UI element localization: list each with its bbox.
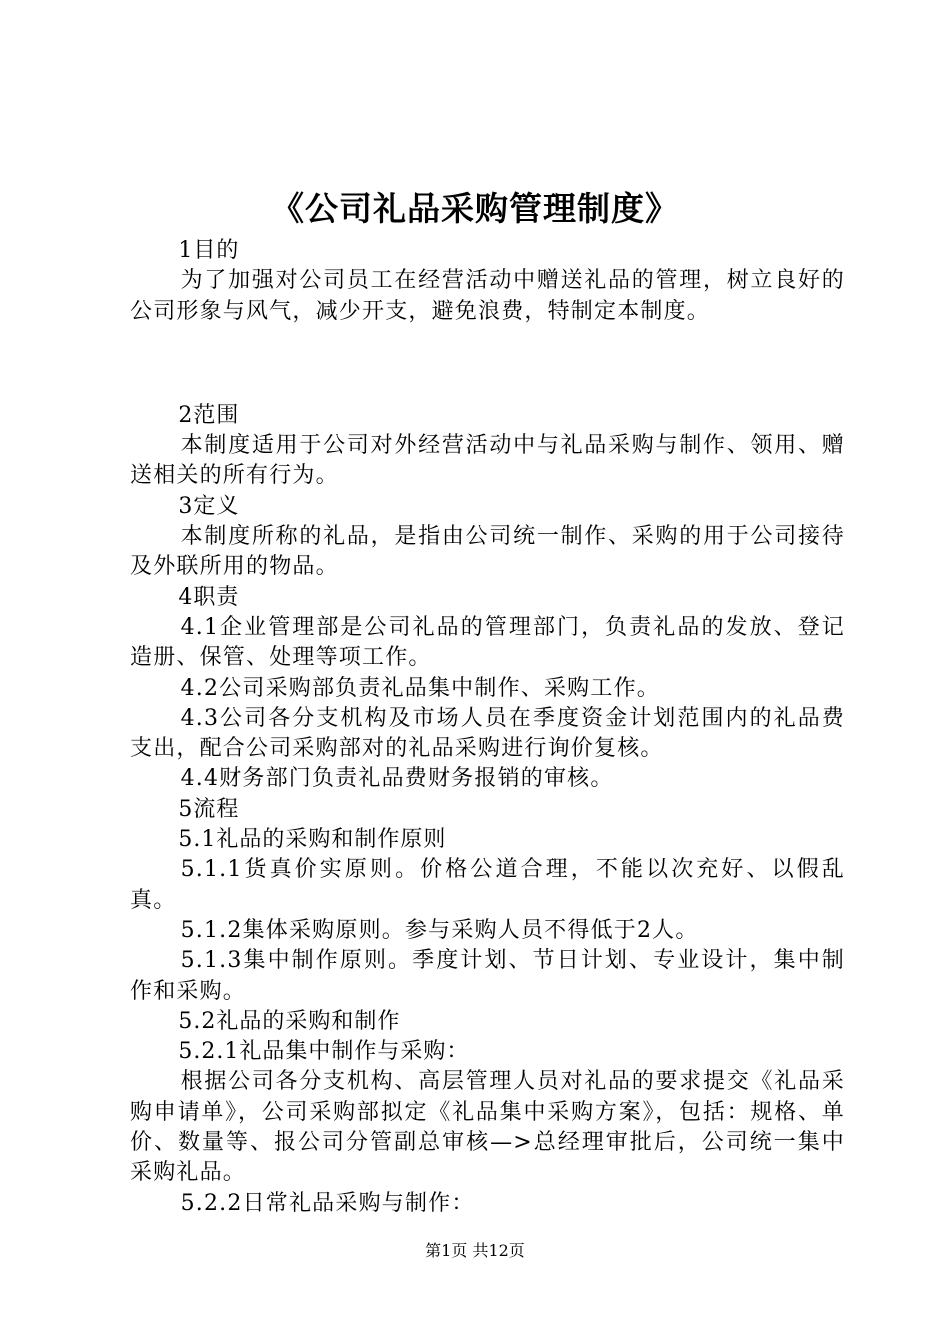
paragraph: 5.2.2日常礼品采购与制作：	[180, 1190, 475, 1216]
paragraph: 5.1.1货真价实原则。价格公道合理，不能以次充好、以假乱真。	[130, 857, 845, 913]
section-heading: 4职责	[178, 584, 240, 610]
document-body	[130, 236, 845, 1219]
section-heading: 5.2.1礼品集中制作与采购：	[178, 1039, 470, 1065]
page-footer: 第1页 共12页	[425, 1241, 525, 1260]
paragraph-gap	[130, 349, 845, 379]
paragraph: 4.4财务部门负责礼品费财务报销的审核。	[180, 766, 614, 792]
paragraph: 4.2公司采购部负责礼品集中制作、采购工作。	[180, 675, 660, 701]
paragraph: 4.1企业管理部是公司礼品的管理部门，负责礼品的发放、登记造册、保管、处理等项工作。	[130, 614, 845, 671]
document-title: 《公司礼品采购管理制度》	[271, 189, 679, 228]
paragraph: 本制度所称的礼品，是指由公司统一制作、采购的用于公司接待及外联所用的物品。	[130, 524, 845, 580]
paragraph: 本制度适用于公司对外经营活动中与礼品采购与制作、领用、赠送相关的所有行为。	[130, 433, 845, 489]
paragraph: 为了加强对公司员工在经营活动中赠送礼品的管理，树立良好的公司形象与风气，减少开支，避免浪费，特制定本制度。	[130, 268, 845, 324]
section-heading: 5.2礼品的采购和制作	[178, 1008, 401, 1034]
paragraph: 根据公司各分支机构、高层管理人员对礼品的要求提交《礼品采购申请单》，公司采购部拟定《礼品集中采购方案》，包括：规格、单价、数量等、报公司分管副总审核—>总经理审批后，公司统一集中采购礼品。	[130, 1069, 845, 1186]
section-heading: 2范围	[178, 402, 240, 428]
section-heading: 1目的	[178, 238, 240, 263]
section-heading: 5.1礼品的采购和制作原则	[178, 827, 447, 853]
section-heading: 5流程	[178, 796, 240, 822]
section-heading: 3定义	[178, 493, 240, 519]
paragraph: 4.3公司各分支机构及市场人员在季度资金计划范围内的礼品费支出，配合公司采购部对的礼品采购进行询价复核。	[130, 705, 845, 762]
paragraph: 5.1.3集中制作原则。季度计划、节日计划、专业设计，集中制作和采购。	[130, 948, 845, 1004]
paragraph: 5.1.2集体采购原则。参与采购人员不得低于2人。	[180, 917, 699, 943]
